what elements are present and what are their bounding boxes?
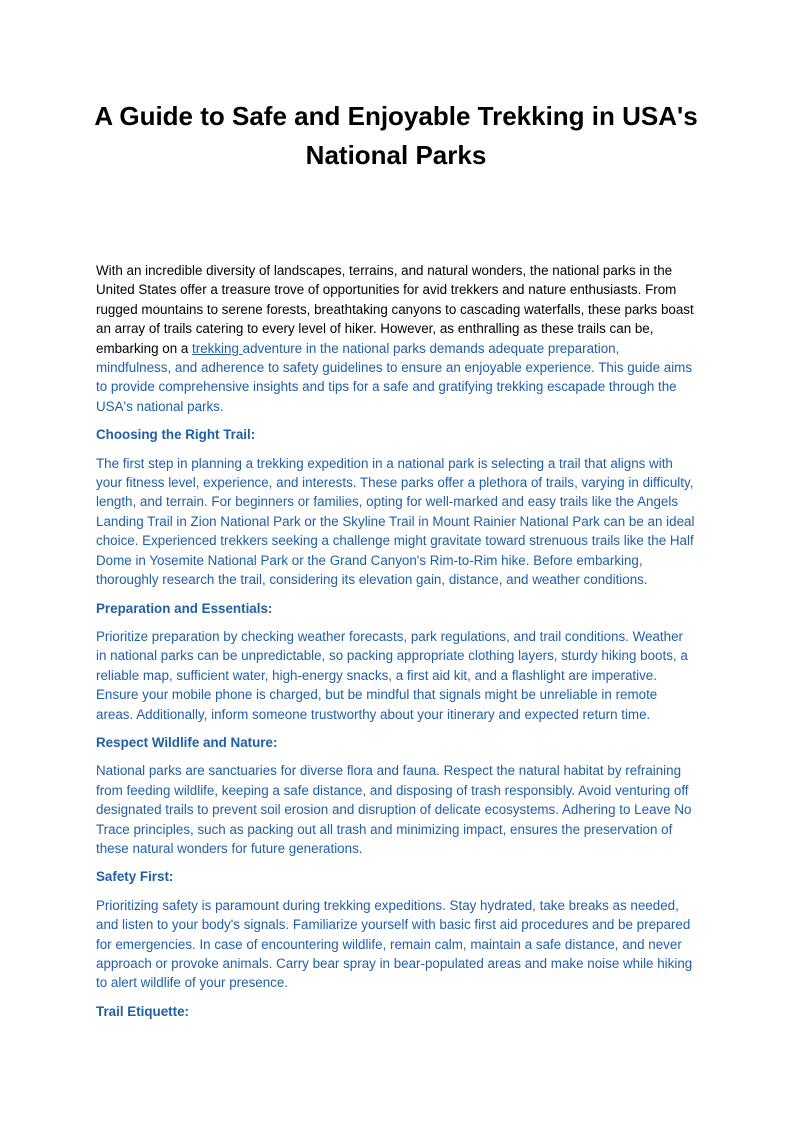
section-heading: Trail Etiquette: (96, 1003, 190, 1019)
section-heading: Preparation and Essentials: (96, 600, 273, 616)
section-body: Prioritize preparation by checking weather forecasts, park regulations, and trail conditions. Weather in national parks can be unpredictable, so packing appropriate clothing layers, sturdy hiking boots, a reliable map, sufficient water, high-energy snacks, a first aid kit, and a flashlight are imperative. Ensure your mobile phone is charged, but be mindful that signals might be unreliable in remote areas. Additionally, inform someone trustworthy about your itinerary and expected return time. (96, 628, 688, 722)
section-preparation (96, 599, 696, 724)
section-heading: Safety First: (96, 869, 174, 885)
section-choosing-trail (96, 425, 696, 589)
section-safety-first (96, 867, 696, 992)
intro-paragraph (96, 261, 696, 416)
section-body: The first step in planning a trekking expedition in a national park is selecting a trail that aligns with your fitness level, experience, and interests. These parks offer a plethora of trails, varying in difficulty, length, and terrain. For beginners or families, opting for well-marked and easy trails like the Angels Landing Trail in Zion National Park or the Skyline Trail in Mount Rainier National Park can be an ideal choice. Experienced trekkers seeking a challenge might gravitate toward strenuous trails like the Half Dome in Yosemite National Park or the Grand Canyon's Rim-to-Rim hike. Before embarking, thoroughly research the trail, considering its elevation gain, distance, and weather conditions. (96, 455, 695, 588)
section-body: Prioritizing safety is paramount during trekking expeditions. Stay hydrated, take breaks as needed, and listen to your body's signals. Familiarize yourself with basic first aid procedures and be prepared for emergencies. In case of encountering wildlife, remain calm, maintain a safe distance, and never approach or provoke animals. Carry bear spray in bear-populated areas and make noise while hiking to alert wildlife of your presence. (96, 897, 693, 991)
section-respect-wildlife (96, 733, 696, 858)
intro-text-start: With an incredible diversity of landscapes, terrains, and natural wonders, the national parks in the United States offer a treasure trove of opportunities for avid trekkers and nature enthusiasts. From rugged mountains to serene forests, breathtaking canyons to cascading waterfalls, these parks boast an array of trails catering to every level of hiker. However, as enthralling as these trails can be, embarking on a (96, 263, 694, 356)
document-page (96, 0, 696, 1021)
section-trail-etiquette (96, 1002, 696, 1021)
page-title: A Guide to Safe and Enjoyable Trekking in USA's National Parks (94, 101, 698, 170)
trekking-link[interactable]: trekking (192, 340, 243, 356)
section-heading: Choosing the Right Trail: (96, 427, 256, 443)
section-body: National parks are sanctuaries for diverse flora and fauna. Respect the natural habitat by refraining from feeding wildlife, keeping a safe distance, and disposing of trash responsibly. Avoid venturing off designated trails to prevent soil erosion and disruption of delicate ecosystems. Adhering to Leave No Trace principles, such as packing out all trash and minimizing impact, ensures the preservation of these natural wonders for future generations. (96, 763, 692, 856)
section-heading: Respect Wildlife and Nature: (96, 734, 278, 750)
intro-text-end: adventure in the national parks demands adequate preparation, mindfulness, and adherence to safety guidelines to ensure an enjoyable experience. This guide aims to provide comprehensive insights and tips for a safe and gratifying trekking escapade through the USA's national parks. (96, 340, 693, 414)
